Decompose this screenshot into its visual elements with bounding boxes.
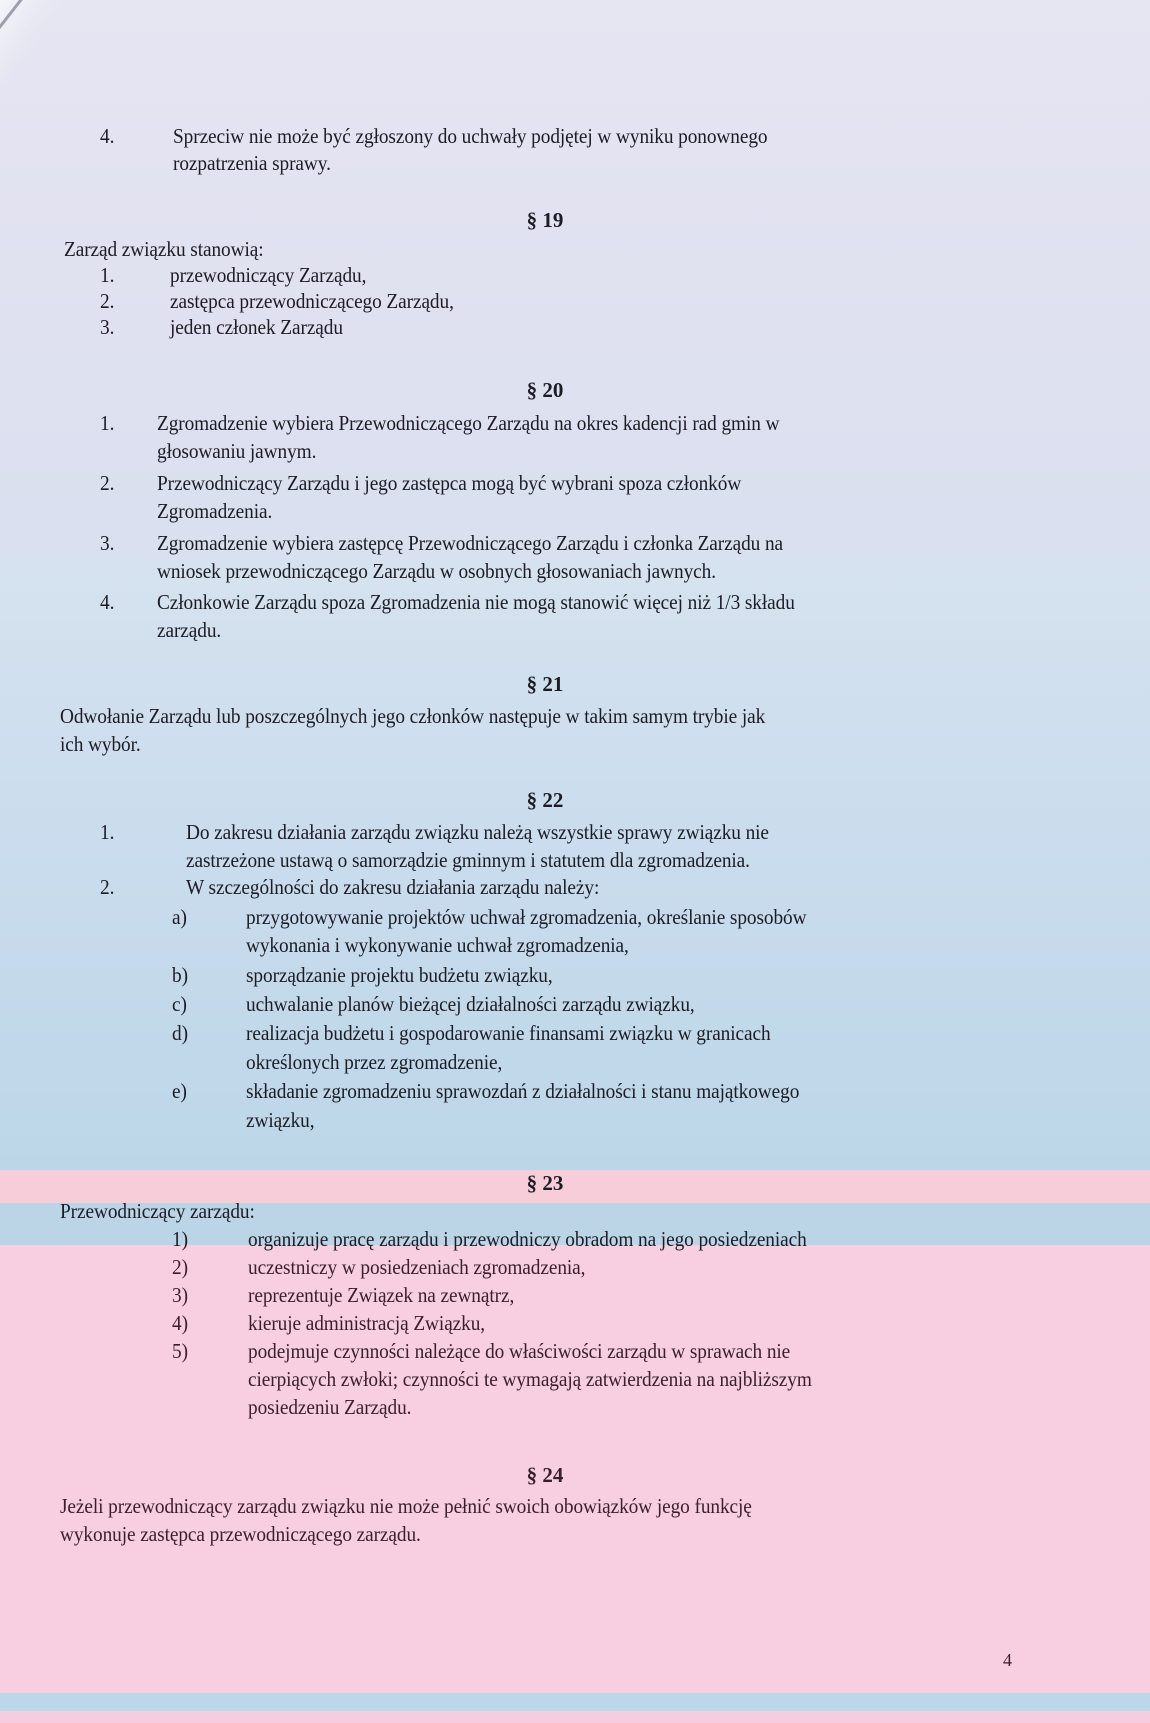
s19-heading: § 19 bbox=[526, 208, 564, 232]
s23-item-number: 2) bbox=[172, 1255, 188, 1279]
s19-item-text: zastępca przewodniczącego Zarządu, bbox=[170, 289, 454, 313]
s18-item4-line2: rozpatrzenia sprawy. bbox=[173, 151, 331, 175]
s20-item-line1: Członkowie Zarządu spoza Zgromadzenia nie mogą stanowić więcej niż 1/3 składu bbox=[157, 590, 795, 614]
page-fold-corner bbox=[0, 0, 60, 90]
s24-heading: § 24 bbox=[526, 1463, 564, 1487]
s24-line1: Jeżeli przewodniczący zarządu związku nie może pełnić swoich obowiązków jego funkcję bbox=[60, 1494, 752, 1518]
s22-sub-letter: e) bbox=[172, 1079, 187, 1103]
s23-item-line1: podejmuje czynności należące do właściwości zarządu w sprawach nie bbox=[248, 1339, 791, 1363]
s22-sub-letter: c) bbox=[172, 992, 187, 1016]
s20-item-line2: zarządu. bbox=[157, 618, 222, 642]
s22-item2-number: 2. bbox=[100, 875, 115, 899]
s22-sub-letter: b) bbox=[172, 963, 188, 987]
s20-item-number: 1. bbox=[100, 411, 115, 435]
s20-item-line1: Zgromadzenie wybiera Przewodniczącego Zarządu na okres kadencji rad gmin w bbox=[157, 411, 780, 435]
s22-sub-letter: d) bbox=[172, 1021, 188, 1045]
s23-item-number: 5) bbox=[172, 1339, 188, 1363]
page-number: 4 bbox=[1003, 1650, 1012, 1670]
s22-item1-line2: zastrzeżone ustawą o samorządzie gminnym i statutem dla zgromadzenia. bbox=[186, 848, 750, 872]
s23-item-number: 1) bbox=[172, 1227, 188, 1251]
s20-item-line1: Zgromadzenie wybiera zastępcę Przewodniczącego Zarządu i członka Zarządu na bbox=[157, 531, 784, 555]
s20-item-line2: Zgromadzenia. bbox=[157, 499, 273, 523]
s22-sub-letter: a) bbox=[172, 905, 187, 929]
s22-sub-line2: wykonania i wykonywanie uchwał zgromadzenia, bbox=[246, 933, 629, 957]
s20-item-number: 2. bbox=[100, 471, 115, 495]
s20-item-line2: głosowaniu jawnym. bbox=[157, 439, 317, 463]
s19-item-text: przewodniczący Zarządu, bbox=[170, 263, 367, 287]
s22-sub-line2: określonych przez zgromadzenie, bbox=[246, 1050, 503, 1074]
s18-item4-number: 4. bbox=[100, 124, 115, 148]
s21-line1: Odwołanie Zarządu lub poszczególnych jego członków następuje w takim samym trybie jak bbox=[60, 704, 766, 728]
s21-line2: ich wybór. bbox=[60, 732, 141, 756]
s19-item-number: 2. bbox=[100, 289, 115, 313]
s22-sub-line2: związku, bbox=[246, 1108, 315, 1132]
s20-item-line2: wniosek przewodniczącego Zarządu w osobnych głosowaniach jawnych. bbox=[157, 559, 716, 583]
s23-item-line1: uczestniczy w posiedzeniach zgromadzenia, bbox=[248, 1255, 586, 1279]
s19-intro: Zarząd związku stanowią: bbox=[64, 237, 264, 261]
blue-band-bottom bbox=[0, 1693, 1150, 1711]
s23-item-line1: kieruje administracją Związku, bbox=[248, 1311, 486, 1335]
s18-item4-line1: Sprzeciw nie może być zgłoszony do uchwały podjętej w wyniku ponownego bbox=[173, 124, 768, 148]
s22-sub-line1: przygotowywanie projektów uchwał zgromadzenia, określanie sposobów bbox=[246, 905, 807, 929]
s22-sub-line1: składanie zgromadzeniu sprawozdań z działalności i stanu majątkowego bbox=[246, 1079, 800, 1103]
fold-shadow bbox=[0, 0, 47, 40]
s23-intro: Przewodniczący zarządu: bbox=[60, 1199, 255, 1223]
s19-item-text: jeden członek Zarządu bbox=[170, 315, 343, 339]
s23-item-line2: cierpiących zwłoki; czynności te wymagają zatwierdzenia na najbliższym bbox=[248, 1367, 812, 1391]
s20-item-line1: Przewodniczący Zarządu i jego zastępca mogą być wybrani spoza członków bbox=[157, 471, 742, 495]
s20-item-number: 3. bbox=[100, 531, 115, 555]
s24-line2: wykonuje zastępca przewodniczącego zarządu. bbox=[60, 1522, 421, 1546]
s21-heading: § 21 bbox=[526, 672, 564, 696]
s23-item-line1: organizuje pracę zarządu i przewodniczy obradom na jego posiedzeniach bbox=[248, 1227, 807, 1251]
s22-heading: § 22 bbox=[526, 788, 564, 812]
s22-item2-text: W szczególności do zakresu działania zarządu należy: bbox=[186, 875, 600, 899]
s19-item-number: 3. bbox=[100, 315, 115, 339]
s22-item1-line1: Do zakresu działania zarządu związku należą wszystkie sprawy związku nie bbox=[186, 820, 769, 844]
s23-item-line1: reprezentuje Związek na zewnątrz, bbox=[248, 1283, 515, 1307]
s20-heading: § 20 bbox=[526, 378, 564, 402]
pink-band-bottom bbox=[0, 1711, 1150, 1723]
s19-item-number: 1. bbox=[100, 263, 115, 287]
s20-item-number: 4. bbox=[100, 590, 115, 614]
s22-sub-line1: sporządzanie projektu budżetu związku, bbox=[246, 963, 553, 987]
s23-heading: § 23 bbox=[526, 1171, 564, 1195]
s23-item-number: 3) bbox=[172, 1283, 188, 1307]
s23-item-line3: posiedzeniu Zarządu. bbox=[248, 1395, 412, 1419]
s22-item1-number: 1. bbox=[100, 820, 115, 844]
s22-sub-line1: realizacja budżetu i gospodarowanie finansami związku w granicach bbox=[246, 1021, 771, 1045]
s23-item-number: 4) bbox=[172, 1311, 188, 1335]
s22-sub-line1: uchwalanie planów bieżącej działalności zarządu związku, bbox=[246, 992, 695, 1016]
